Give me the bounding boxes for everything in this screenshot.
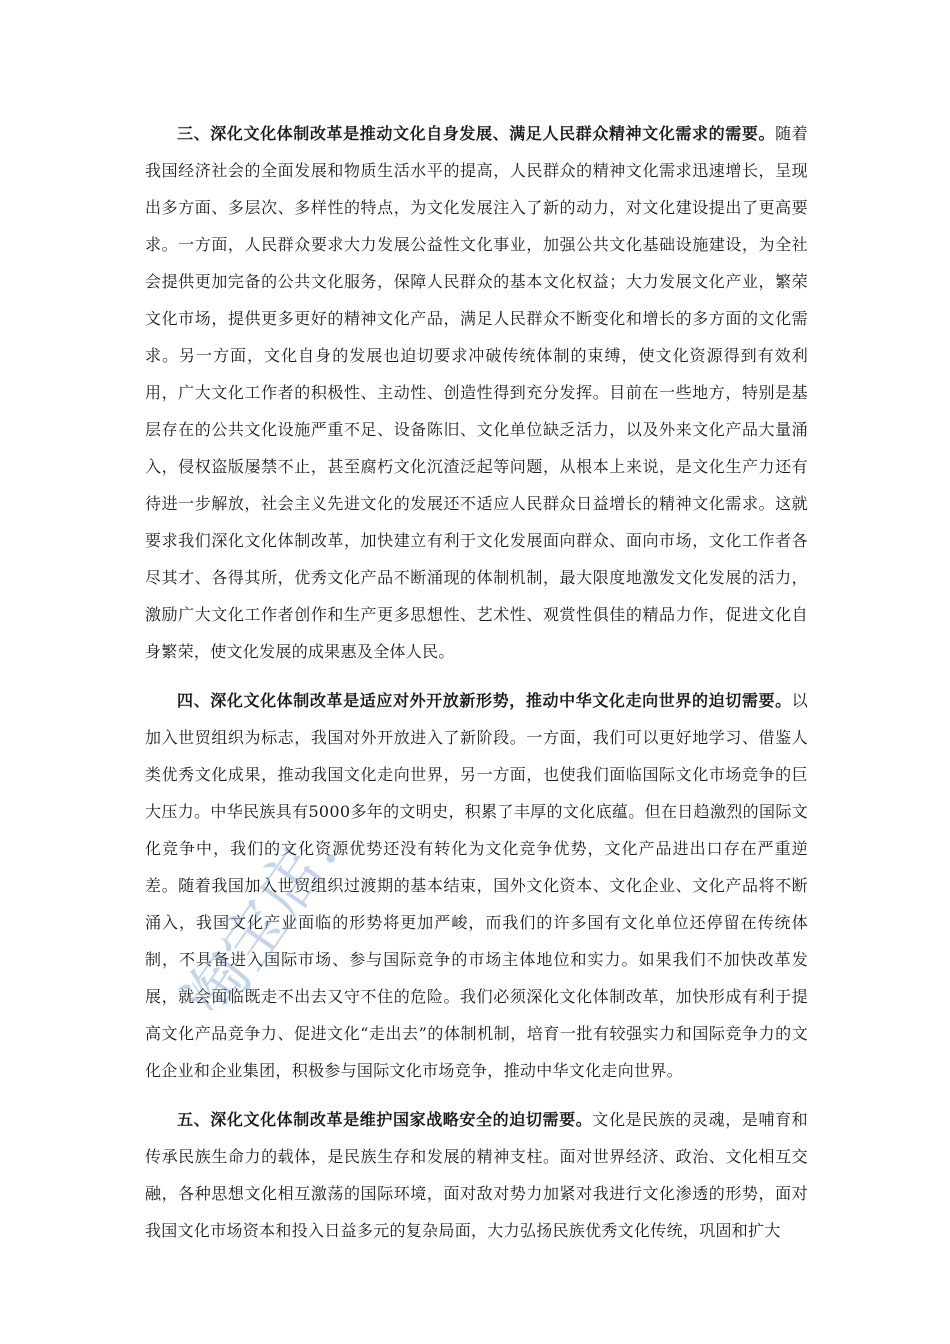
paragraph-five bbox=[145, 1101, 808, 1249]
paragraph-five-body: 文化是民族的灵魂，是哺育和传承民族生命力的载体，是民族生存和发展的精神支柱。面对世界经济、政治、文化相互交融，各种思想文化相互激荡的国际环境，面对敌对势力加紧对我进行文化渗透的形势，面对我国文化市场资本和投入日益多元的复杂局面，大力弘扬民族优秀文化传统，巩固和扩大 bbox=[145, 1110, 808, 1240]
document-page bbox=[145, 115, 808, 1261]
paragraph-four-heading: 四、深化文化体制改革是适应对外开放新形势，推动中华文化走向世界的迫切需要。 bbox=[177, 691, 792, 710]
paragraph-four bbox=[145, 682, 808, 1089]
paragraph-three bbox=[145, 115, 808, 670]
paragraph-five-heading: 五、深化文化体制改革是维护国家战略安全的迫切需要。 bbox=[177, 1110, 593, 1129]
watermark-text: 淘宝店. bbox=[169, 818, 335, 1010]
paragraph-three-heading: 三、深化文化体制改革是推动文化自身发展、满足人民群众精神文化需求的需要。 bbox=[177, 124, 776, 143]
paragraph-three-body: 随着我国经济社会的全面发展和物质生活水平的提高，人民群众的精神文化需求迅速增长，呈现出多方面、多层次、多样性的特点，为文化发展注入了新的动力，对文化建设提出了更高要求。一方面，人民群众要求大力发展公益性文化事业，加强公共文化基础设施建设，为全社会提供更加完备的公共文化服务，保障人民群众的基本文化权益；大力发展文化产业，繁荣文化市场，提供更多更好的精神文化产品，满足人民群众不断变化和增长的多方面的文化需求。另一方面，文化自身的发展也迫切要求冲破传统体制的束缚，使文化资源得到有效利用，广大文化工作者的积极性、主动性、创造性得到充分发挥。目前在一些地方，特别是基层存在的公共文化设施严重不足、设备陈旧、文化单位缺乏活力，以及外来文化产品大量涌入，侵权盗版屡禁不止，甚至腐朽文化沉渣泛起等问题，从根本上来说，是文化生产力还有待进一步解放，社会主义先进文化的发展还不适应人民群众日益增长的精神文化需求。这就要求我们深化文化体制改革，加快建立有利于文化发展面向群众、面向市场，文化工作者各尽其才、各得其所，优秀文化产品不断涌现的体制机制，最大限度地激发文化发展的活力，激励广大文化工作者创作和生产更多思想性、艺术性、观赏性俱佳的精品力作，促进文化自身繁荣，使文化发展的成果惠及全体人民。 bbox=[145, 124, 808, 661]
paragraph-four-body: 以加入世贸组织为标志，我国对外开放进入了新阶段。一方面，我们可以更好地学习、借鉴人类优秀文化成果，推动我国文化走向世界，另一方面，也使我们面临国际文化市场竞争的巨大压力。中华民族具有5000多年的文明史，积累了丰厚的文化底蕴。但在日趋激烈的国际文化竞争中，我们的文化资源优势还没有转化为文化竞争优势，文化产品进出口存在严重逆差。随着我国加入世贸组织过渡期的基本结束，国外文化资本、文化企业、文化产品将不断涌入，我国文化产业面临的形势将更加严峻，而我们的许多国有文化单位还停留在传统体制，不具备进入国际市场、参与国际竞争的市场主体地位和实力。如果我们不加快改革发展，就会面临既走不出去又守不住的危险。我们必须深化文化体制改革，加快形成有利于提高文化产品竞争力、促进文化“走出去”的体制机制，培育一批有较强实力和国际竞争力的文化企业和企业集团，积极参与国际文化市场竞争，推动中华文化走向世界。 bbox=[145, 691, 808, 1080]
